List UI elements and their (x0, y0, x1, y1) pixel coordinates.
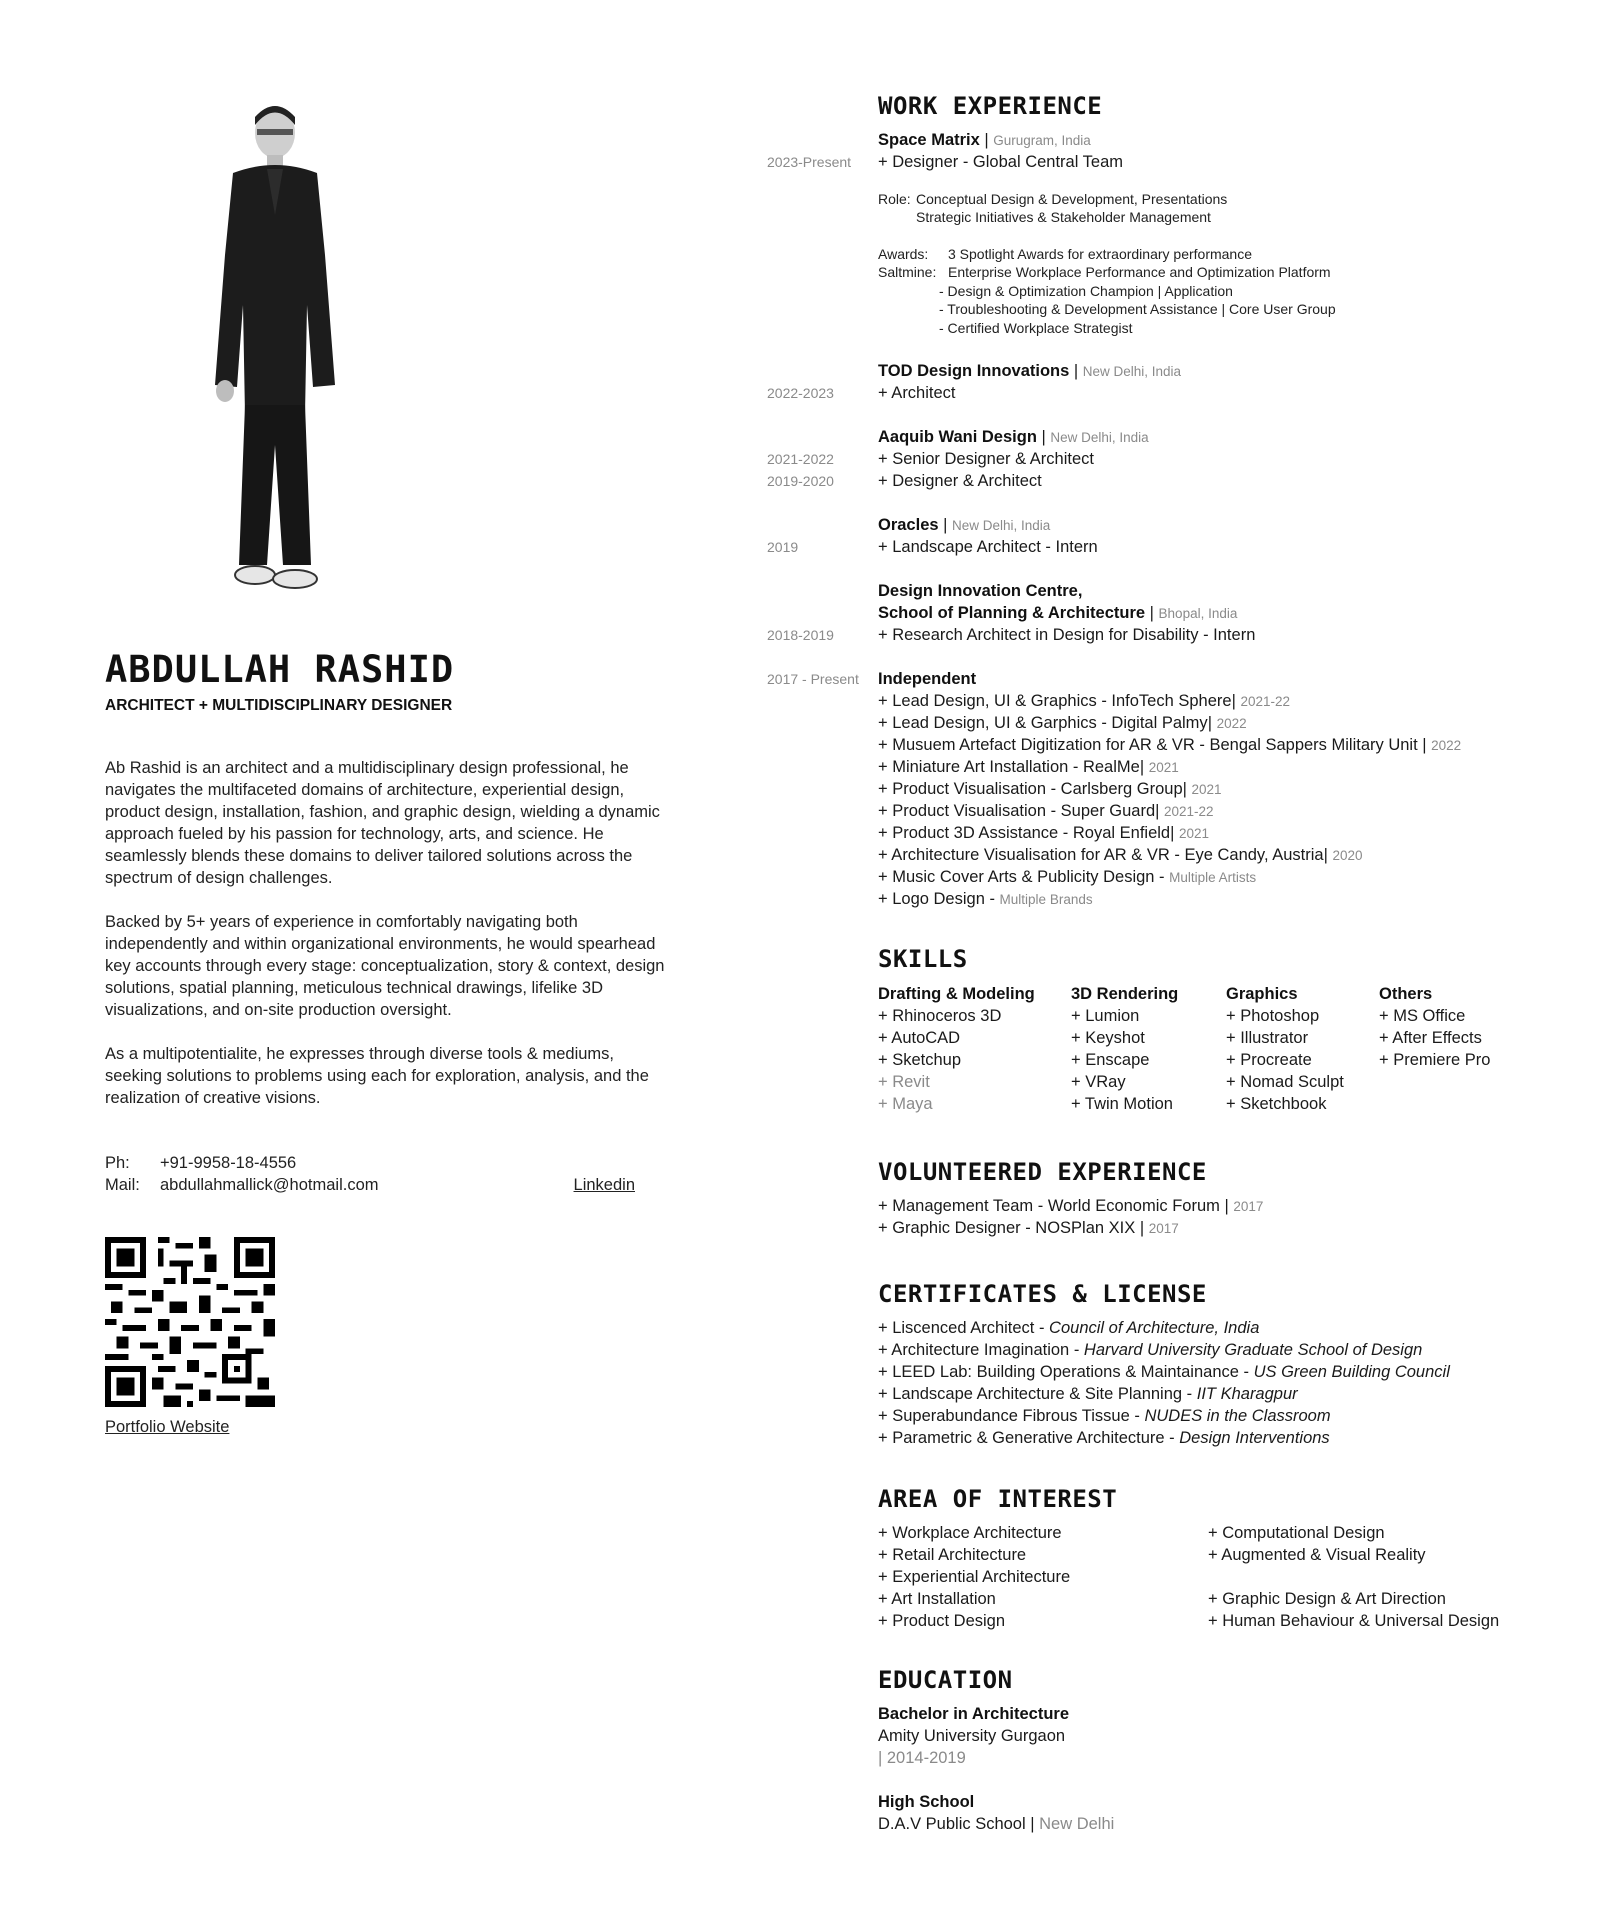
job-role: + Architect (878, 384, 956, 402)
project-item: + Architecture Visualisation for AR & VR - Eye Candy, Austria| 2020 (878, 846, 1363, 864)
project-meta: 2021 (1148, 760, 1179, 775)
education-heading: EDUCATION (878, 1666, 1013, 1694)
project-text: + Miniature Art Installation - RealMe (878, 758, 1140, 776)
project-item: + Musuem Artefact Digitization for AR & VR - Bengal Sappers Military Unit | 2022 (878, 736, 1462, 754)
project-meta: 2021-22 (1240, 694, 1290, 709)
job-years: 2018-2019 (767, 627, 834, 643)
project-meta: 2021-22 (1164, 804, 1214, 819)
bio-paragraph: As a multipotentialite, he expresses through diverse tools & mediums, seeking solutions to problems using each for exploration, analysis, and the realization of creative visions. (105, 1045, 649, 1107)
certificate-issuer: Design Interventions (1179, 1429, 1330, 1447)
skill-item: + After Effects (1379, 1029, 1482, 1047)
certificate-name: + Superabundance Fibrous Tissue - (878, 1407, 1145, 1425)
job-years: 2023-Present (767, 154, 852, 170)
certificate-issuer: US Green Building Council (1253, 1363, 1450, 1381)
project-text: + Product Visualisation - Carlsberg Group (878, 780, 1183, 798)
skill-item: + Enscape (1071, 1051, 1150, 1069)
interest-item: + Retail Architecture (878, 1546, 1027, 1564)
interest-item: + Human Behaviour & Universal Design (1208, 1612, 1500, 1630)
phone-number[interactable]: +91-9958-18-4556 (160, 1154, 297, 1172)
skill-column (878, 983, 1035, 1115)
mail-label: Mail: (105, 1176, 140, 1194)
high-school-label: High School (878, 1793, 975, 1811)
project-item: + Product Visualisation - Super Guard| 2021-22 (878, 802, 1214, 820)
person-name: ABDULLAH RASHID (105, 648, 455, 691)
volunteer-year: 2017 (1148, 1221, 1179, 1236)
certificate-name: + Liscenced Architect - (878, 1319, 1050, 1337)
project-item (878, 888, 1093, 911)
skill-item: + AutoCAD (878, 1029, 961, 1047)
skill-item: + Nomad Sculpt (1226, 1073, 1344, 1091)
saltmine-item: - Design & Optimization Champion | Application (939, 283, 1233, 299)
project-item: + Miniature Art Installation - RealMe| 2021 (878, 758, 1179, 776)
awards-text: 3 Spotlight Awards for extraordinary performance (948, 246, 1253, 262)
project-item: + Product 3D Assistance - Royal Enfield| 2021 (878, 824, 1210, 842)
volunteer-text: + Management Team - World Economic Forum (878, 1197, 1220, 1215)
interest-item: + Experiential Architecture (878, 1568, 1071, 1586)
volunteered-heading: VOLUNTEERED EXPERIENCE (878, 1158, 1207, 1186)
project-meta: 2021 (1191, 782, 1222, 797)
certificate-issuer: Harvard University Graduate School of Design (1083, 1341, 1423, 1359)
company-location: Bhopal, India (1158, 606, 1238, 621)
skills-heading: SKILLS (878, 945, 968, 973)
awards-label: Awards: (878, 246, 929, 262)
job-years: 2019 (767, 539, 799, 555)
job-company (878, 580, 1082, 602)
certificate-issuer: Council of Architecture, India (1049, 1319, 1260, 1337)
skill-item: + Sketchbook (1226, 1095, 1327, 1113)
project-text: + Lead Design, UI & Garphics - Digital Palmy (878, 714, 1208, 732)
skill-column (1226, 983, 1344, 1115)
high-school-name: D.A.V Public School | New Delhi (878, 1815, 1115, 1833)
project-text: + Music Cover Arts & Publicity Design - (878, 868, 1170, 886)
email-address[interactable]: abdullahmallick@hotmail.com (160, 1176, 379, 1194)
skill-item: + Rhinoceros 3D (878, 1007, 1002, 1025)
company-name: TOD Design Innovations (878, 362, 1070, 380)
project-text: + Lead Design, UI & Graphics - InfoTech Sphere (878, 692, 1232, 710)
project-item: + Lead Design, UI & Garphics - Digital Palmy| 2022 (878, 714, 1247, 732)
skill-category: Others (1379, 985, 1433, 1003)
job-years: 2022-2023 (767, 385, 834, 401)
company-name: Aaquib Wani Design (878, 428, 1037, 446)
portfolio-link[interactable]: Portfolio Website (105, 1418, 230, 1436)
company-location: New Delhi, India (952, 518, 1051, 533)
company-name: Independent (878, 670, 977, 688)
skill-item: + Maya (878, 1095, 933, 1113)
certificate-item (878, 1339, 1422, 1361)
saltmine-item: - Certified Workplace Strategist (939, 320, 1133, 336)
skill-item: + Photoshop (1226, 1007, 1320, 1025)
skill-item: + MS Office (1379, 1007, 1466, 1025)
work-experience-heading: WORK EXPERIENCE (878, 92, 1103, 120)
skill-column (1071, 983, 1178, 1115)
phone-label: Ph: (105, 1154, 130, 1172)
project-text: + Architecture Visualisation for AR & VR - Eye Candy, Austria (878, 846, 1324, 864)
skill-item: + Lumion (1071, 1007, 1140, 1025)
interest-item: + Computational Design (1208, 1524, 1385, 1542)
volunteer-year: 2017 (1233, 1199, 1264, 1214)
project-meta: 2022 (1431, 738, 1462, 753)
degree-title (878, 1703, 1069, 1725)
volunteer-item: + Graphic Designer - NOSPlan XIX | 2017 (878, 1219, 1179, 1237)
certificate-name: + Parametric & Generative Architecture - (878, 1429, 1180, 1447)
certificate-item (878, 1427, 1330, 1449)
certificate-item (878, 1405, 1331, 1427)
skill-item: + VRay (1071, 1073, 1126, 1091)
skill-column (1379, 983, 1490, 1071)
company-name: School of Planning & Architecture (878, 604, 1146, 622)
job-years: 2017 - Present (767, 671, 859, 687)
project-item: + Lead Design, UI & Graphics - InfoTech Sphere| 2021-22 (878, 692, 1290, 710)
skill-category: Drafting & Modeling (878, 985, 1035, 1003)
certificate-name: + Architecture Imagination - (878, 1341, 1084, 1359)
job-role: + Designer - Global Central Team (878, 153, 1124, 171)
certificates-heading: CERTIFICATES & LICENSE (878, 1280, 1207, 1308)
project-text: + Logo Design - (878, 890, 1000, 908)
skill-item: + Illustrator (1226, 1029, 1309, 1047)
certificate-name: + Landscape Architecture & Site Planning - (878, 1385, 1197, 1403)
project-meta: 2020 (1332, 848, 1363, 863)
skill-item: + Premiere Pro (1379, 1051, 1491, 1069)
linkedin-link[interactable]: Linkedin (573, 1176, 635, 1194)
company-name: Space Matrix (878, 131, 980, 149)
contact-info (105, 1152, 635, 1196)
saltmine-text: Enterprise Workplace Performance and Optimization Platform (948, 264, 1331, 280)
job-role: + Designer & Architect (878, 472, 1042, 490)
interest-item: + Graphic Design & Art Direction (1208, 1590, 1446, 1608)
project-meta: Multiple Artists (1169, 870, 1257, 885)
qr-code[interactable] (105, 1237, 275, 1407)
project-item (878, 866, 1256, 889)
interest-item: + Art Installation (878, 1590, 996, 1608)
project-text: + Musuem Artefact Digitization for AR & VR - Bengal Sappers Military Unit (878, 736, 1423, 754)
project-meta: 2022 (1216, 716, 1247, 731)
project-text: + Product Visualisation - Super Guard (878, 802, 1156, 820)
bio (105, 757, 665, 1131)
interest-item: + Augmented & Visual Reality (1208, 1546, 1426, 1564)
company-location: New Delhi, India (1082, 364, 1182, 379)
skill-item: + Twin Motion (1071, 1095, 1173, 1113)
volunteer-item: + Management Team - World Economic Forum | 2017 (878, 1197, 1264, 1215)
degree-name: Bachelor in Architecture (878, 1705, 1070, 1723)
project-item: + Product Visualisation - Carlsberg Group| 2021 (878, 780, 1222, 798)
high-school-title (878, 1791, 974, 1813)
interest-item: + Workplace Architecture (878, 1524, 1062, 1542)
skill-category: 3D Rendering (1071, 985, 1179, 1003)
bio-paragraph: Backed by 5+ years of experience in comfortably navigating both independently and within organizational environments, he would spearhead key accounts through every stage: conceptualization, story & context, design solutions, spatial planning, meticulous technical drawings, lifelike 3D visualizations, and on-site production oversight. (105, 913, 665, 1019)
saltmine-item: - Troubleshooting & Development Assistance | Core User Group (939, 301, 1336, 317)
skill-item: + Revit (878, 1073, 930, 1091)
job-role: + Research Architect in Design for Disability - Intern (878, 626, 1256, 644)
person-title: ARCHITECT + MULTIDISCIPLINARY DESIGNER (105, 697, 453, 714)
job-company: Aaquib Wani Design | New Delhi, India (878, 428, 1149, 446)
university-name: Amity University Gurgaon (878, 1727, 1066, 1745)
skill-item: + Procreate (1226, 1051, 1312, 1069)
volunteer-text: + Graphic Designer - NOSPlan XIX (878, 1219, 1136, 1237)
job-company: Space Matrix | Gurugram, India (878, 131, 1091, 149)
skill-item: + Sketchup (878, 1051, 962, 1069)
skill-category: Graphics (1226, 985, 1298, 1003)
saltmine-label: Saltmine: (878, 264, 937, 280)
company-name: Design Innovation Centre, (878, 582, 1083, 600)
job-company (878, 668, 976, 690)
company-location: Gurugram, India (993, 133, 1091, 148)
job-company: TOD Design Innovations | New Delhi, India (878, 362, 1182, 380)
school-name: D.A.V Public School (878, 1815, 1026, 1833)
role-label: Role: (878, 191, 911, 207)
person-photo (175, 95, 375, 615)
project-meta: 2021 (1178, 826, 1210, 841)
job-company: Oracles | New Delhi, India (878, 516, 1051, 534)
job-years: 2019-2020 (767, 473, 834, 489)
company-name: Oracles (878, 516, 939, 534)
role-line: Strategic Initiatives & Stakeholder Management (916, 209, 1211, 225)
interest-item: + Product Design (878, 1612, 1006, 1630)
role-line: Conceptual Design & Development, Presentations (916, 191, 1228, 207)
job-years: 2021-2022 (767, 451, 834, 467)
skill-item: + Keyshot (1071, 1029, 1145, 1047)
certificate-issuer: IIT Kharagpur (1196, 1385, 1298, 1403)
certificate-item (878, 1361, 1450, 1383)
project-meta: Multiple Brands (999, 892, 1093, 907)
certificate-name: + LEED Lab: Building Operations & Maintainance - (878, 1363, 1254, 1381)
education-years: | 2014-2019 (878, 1749, 966, 1767)
certificate-item (878, 1383, 1298, 1405)
project-text: + Product 3D Assistance - Royal Enfield (878, 824, 1171, 842)
certificate-item (878, 1317, 1259, 1339)
company-location: New Delhi, India (1050, 430, 1149, 445)
job-role: + Senior Designer & Architect (878, 450, 1094, 468)
school-city: New Delhi (1039, 1815, 1115, 1833)
certificate-issuer: NUDES in the Classroom (1144, 1407, 1331, 1425)
job-company: School of Planning & Architecture | Bhopal, India (878, 604, 1238, 622)
job-role: + Landscape Architect - Intern (878, 538, 1098, 556)
interest-heading: AREA OF INTEREST (878, 1485, 1118, 1513)
bio-paragraph: Ab Rashid is an architect and a multidisciplinary design professional, he navigates the multifaceted domains of architecture, experiential design, product design, installation, fashion, and graphic design, wielding a dynamic approach fueled by his passion for technology, arts, and science. He seamlessly blends these domains to deliver tailored solutions across the spectrum of design challenges. (105, 759, 660, 887)
